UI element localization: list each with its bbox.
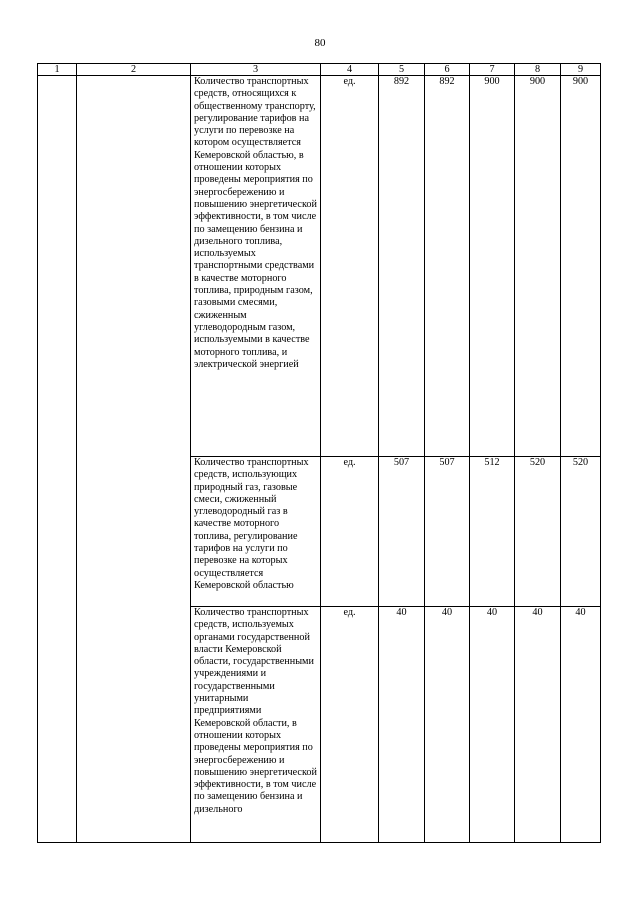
value-cell: 520 (561, 457, 601, 607)
column-header: 3 (191, 64, 321, 76)
column-header: 1 (38, 64, 77, 76)
value-cell: 512 (470, 457, 515, 607)
value-cell: 40 (379, 607, 425, 843)
column-header: 2 (77, 64, 191, 76)
value-cell: 40 (425, 607, 470, 843)
value-cell: 40 (470, 607, 515, 843)
page-number: 80 (314, 37, 326, 49)
value-cell: 892 (425, 76, 470, 457)
column-header: 9 (561, 64, 601, 76)
column-header: 5 (379, 64, 425, 76)
value-cell: 900 (561, 76, 601, 457)
value-cell: 40 (515, 607, 561, 843)
value-cell: 900 (470, 76, 515, 457)
indicator-description: Количество транспортных средств, относящихся к общественному транспорту, регулирование тарифов на услуги по перевозке на котором осуществляется Кемеровской областью, в отношении которых проведены мероприятия по энергосбережению и повышению энергетической эффективности, в том числе по замещению бензина и дизельного топлива, используемых транспортными средствами в качестве моторного топлива, природным газом, газовыми смесями, сжиженным углеводородным газом, используемыми в качестве моторного топлива, и электрической энергией (191, 76, 321, 457)
unit-cell: ед. (321, 457, 379, 607)
unit-cell: ед. (321, 76, 379, 457)
cell-col1-empty (38, 76, 77, 843)
indicator-description: Количество транспортных средств, используемых органами государственной власти Кемеровской области, государственными учреждениями и государственными унитарными предприятиями Кемеровской области, в отношении которых проведены мероприятия по энергосбережению и повышению энергетической эффективности, в том числе по замещению бензина и дизельного (191, 607, 321, 843)
column-header: 4 (321, 64, 379, 76)
value-cell: 507 (379, 457, 425, 607)
column-header: 6 (425, 64, 470, 76)
value-cell: 900 (515, 76, 561, 457)
indicators-table (37, 63, 601, 843)
unit-cell: ед. (321, 607, 379, 843)
column-header: 8 (515, 64, 561, 76)
indicator-description: Количество транспортных средств, использующих природный газ, газовые смеси, сжиженный углеводородный газ в качестве моторного топлива, регулирование тарифов на услуги по перевозке на которых осуществляется Кемеровской областью (191, 457, 321, 607)
table-row (38, 76, 601, 457)
value-cell: 520 (515, 457, 561, 607)
column-number-row (38, 64, 601, 76)
value-cell: 892 (379, 76, 425, 457)
value-cell: 507 (425, 457, 470, 607)
cell-col2-empty (77, 76, 191, 843)
value-cell: 40 (561, 607, 601, 843)
column-header: 7 (470, 64, 515, 76)
